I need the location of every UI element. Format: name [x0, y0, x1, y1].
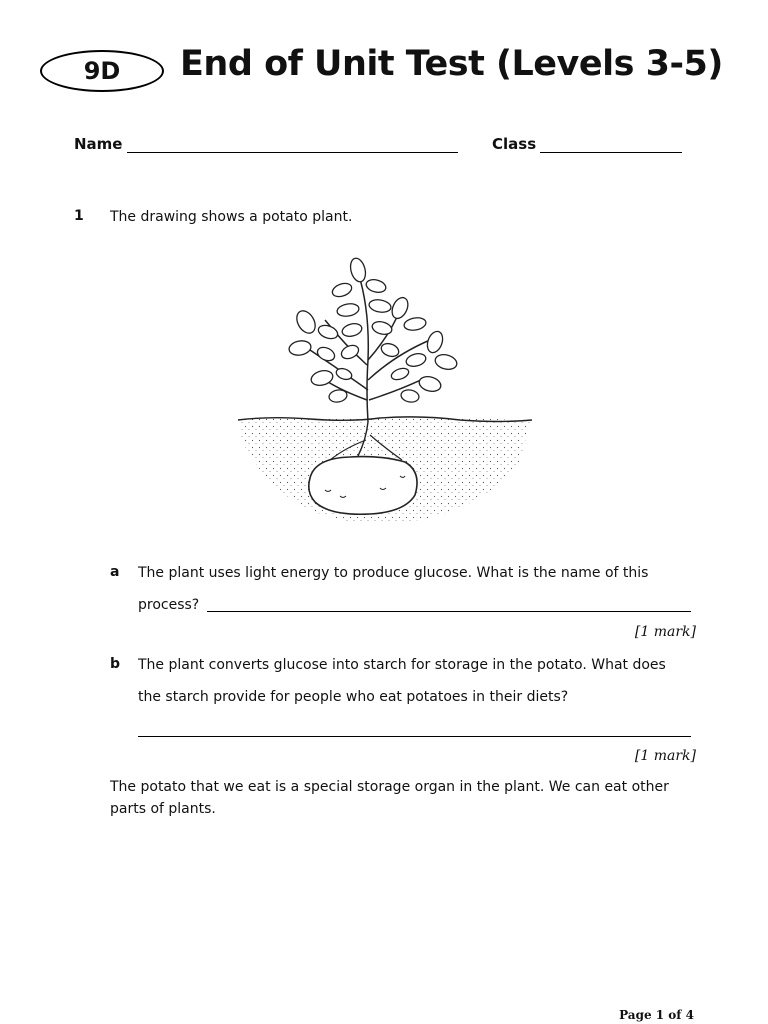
- closing-paragraph: The potato that we eat is a special storage organ in the plant. We can eat other parts of plants.: [110, 779, 669, 817]
- part-a-marks: [1 mark]: [634, 624, 696, 640]
- page-title: End of Unit Test (Levels 3-5): [180, 44, 723, 84]
- potato-tuber: [309, 457, 417, 515]
- name-label: Name: [74, 135, 123, 153]
- part-b-question-line1: The plant converts glucose into starch for storage in the potato. What does: [138, 657, 666, 673]
- part-b-label: b: [110, 656, 121, 672]
- part-a-question-line1: The plant uses light energy to produce glucose. What is the name of this: [138, 565, 649, 581]
- page-number: Page 1 of 4: [619, 1008, 694, 1022]
- part-b-answer-line[interactable]: [138, 736, 691, 737]
- potato-plant-illustration: [230, 250, 540, 540]
- class-answer-line: [540, 152, 682, 153]
- part-a-question-line2: process?: [138, 597, 200, 613]
- unit-badge: [40, 50, 164, 92]
- part-b-question-line2: the starch provide for people who eat potatoes in their diets?: [138, 689, 569, 705]
- class-label: Class: [492, 135, 537, 153]
- question-number: 1: [74, 208, 84, 224]
- part-a-label: a: [110, 564, 120, 580]
- unit-badge-label: 9D: [83, 57, 121, 85]
- part-a-answer-line[interactable]: [207, 611, 691, 612]
- question-intro: The drawing shows a potato plant.: [110, 209, 353, 225]
- part-b-marks: [1 mark]: [634, 748, 696, 764]
- name-answer-line: [127, 152, 458, 153]
